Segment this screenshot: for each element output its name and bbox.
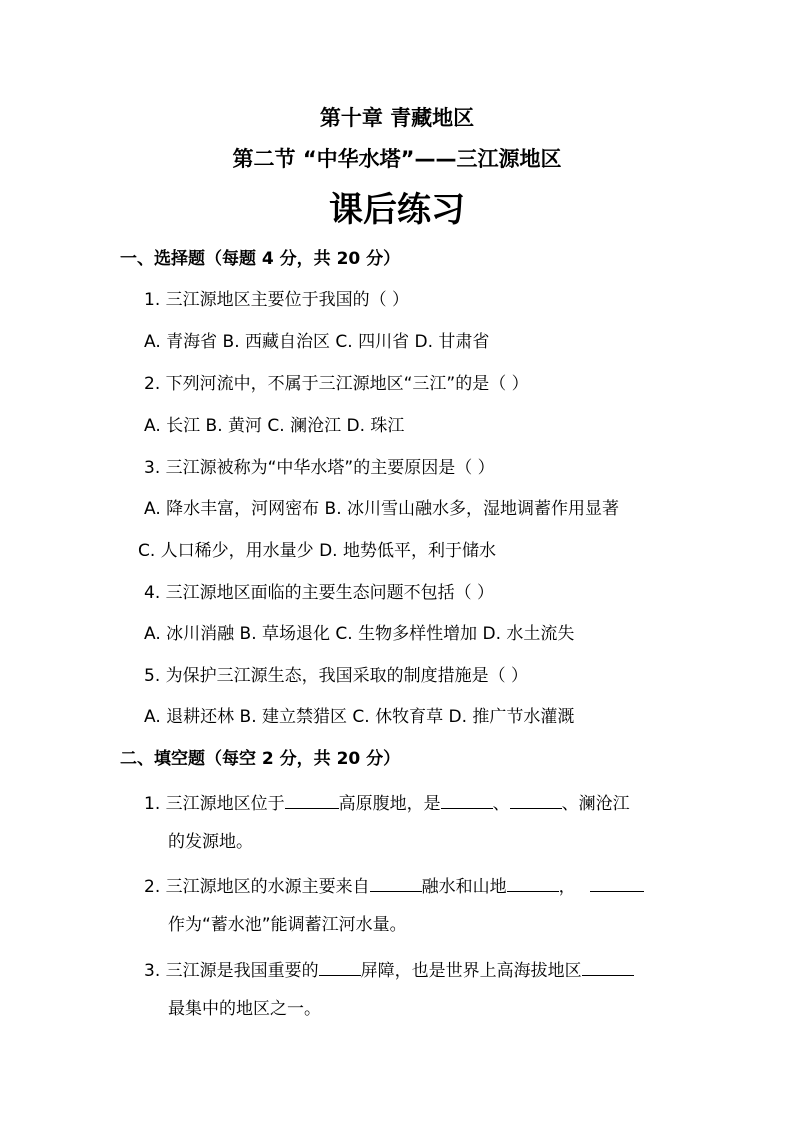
fill-question-3-text-b: 屏障，也是世界上高海拔地区 <box>360 961 582 981</box>
fill-question-3-line2: 最集中的地区之一。 <box>168 999 321 1019</box>
fill-question-2 <box>144 873 644 898</box>
answer-blank[interactable] <box>319 957 361 976</box>
question-3: 3. 三江源被称为“中华水塔”的主要原因是（ ） <box>144 458 495 478</box>
chapter-title: 第十章 青藏地区 <box>319 106 475 130</box>
answer-blank[interactable] <box>370 873 422 892</box>
question-3-options-line1: A. 降水丰富，河网密布 B. 冰川雪山融水多，湿地调蓄作用显著 <box>144 499 620 519</box>
question-2-options: A. 长江 B. 黄河 C. 澜沧江 D. 珠江 <box>144 416 405 436</box>
answer-blank[interactable] <box>441 790 493 809</box>
fill-section-heading: 二、填空题（每空 2 分，共 20 分） <box>120 749 401 769</box>
question-1: 1. 三江源地区主要位于我国的（ ） <box>144 290 410 310</box>
fill-question-2-text-c: ， <box>558 877 576 897</box>
question-4: 4. 三江源地区面临的主要生态问题不包括（ ） <box>144 583 495 603</box>
answer-blank[interactable] <box>510 790 562 809</box>
choice-section-heading: 一、选择题（每题 4 分，共 20 分） <box>120 249 401 269</box>
question-1-options: A. 青海省 B. 西藏自治区 C. 四川省 D. 甘肃省 <box>144 332 490 352</box>
fill-question-1-text-d: 、澜沧江 <box>561 794 630 814</box>
answer-blank[interactable] <box>507 873 559 892</box>
fill-question-2-line2: 作为“蓄水池”能调蓄江河水量。 <box>168 915 407 935</box>
section-title: 第二节 “中华水塔”——三江源地区 <box>232 147 562 171</box>
question-5: 5. 为保护三江源生态，我国采取的制度措施是（ ） <box>144 666 529 686</box>
fill-question-1-line2: 的发源地。 <box>168 832 253 852</box>
page-title: 课后练习 <box>329 190 465 230</box>
question-2: 2. 下列河流中，不属于三江源地区“三江”的是（ ） <box>144 374 529 394</box>
fill-question-1-text-a: 1. 三江源地区位于 <box>144 794 285 814</box>
fill-question-2-text-b: 融水和山地 <box>421 877 507 897</box>
fill-question-2-text-a: 2. 三江源地区的水源主要来自 <box>144 877 370 897</box>
fill-question-3 <box>144 957 634 982</box>
answer-blank[interactable] <box>590 873 644 892</box>
fill-question-1-text-b: 高原腹地，是 <box>338 794 441 814</box>
fill-question-1-text-c: 、 <box>492 794 510 814</box>
question-4-options: A. 冰川消融 B. 草场退化 C. 生物多样性增加 D. 水土流失 <box>144 624 575 644</box>
fill-question-1 <box>144 790 630 815</box>
question-3-options-line2: C. 人口稀少，用水量少 D. 地势低平，利于储水 <box>138 541 496 561</box>
fill-question-3-text-a: 3. 三江源是我国重要的 <box>144 961 319 981</box>
question-5-options: A. 退耕还林 B. 建立禁猎区 C. 休牧育草 D. 推广节水灌溉 <box>144 707 575 727</box>
answer-blank[interactable] <box>582 957 634 976</box>
answer-blank[interactable] <box>285 790 339 809</box>
